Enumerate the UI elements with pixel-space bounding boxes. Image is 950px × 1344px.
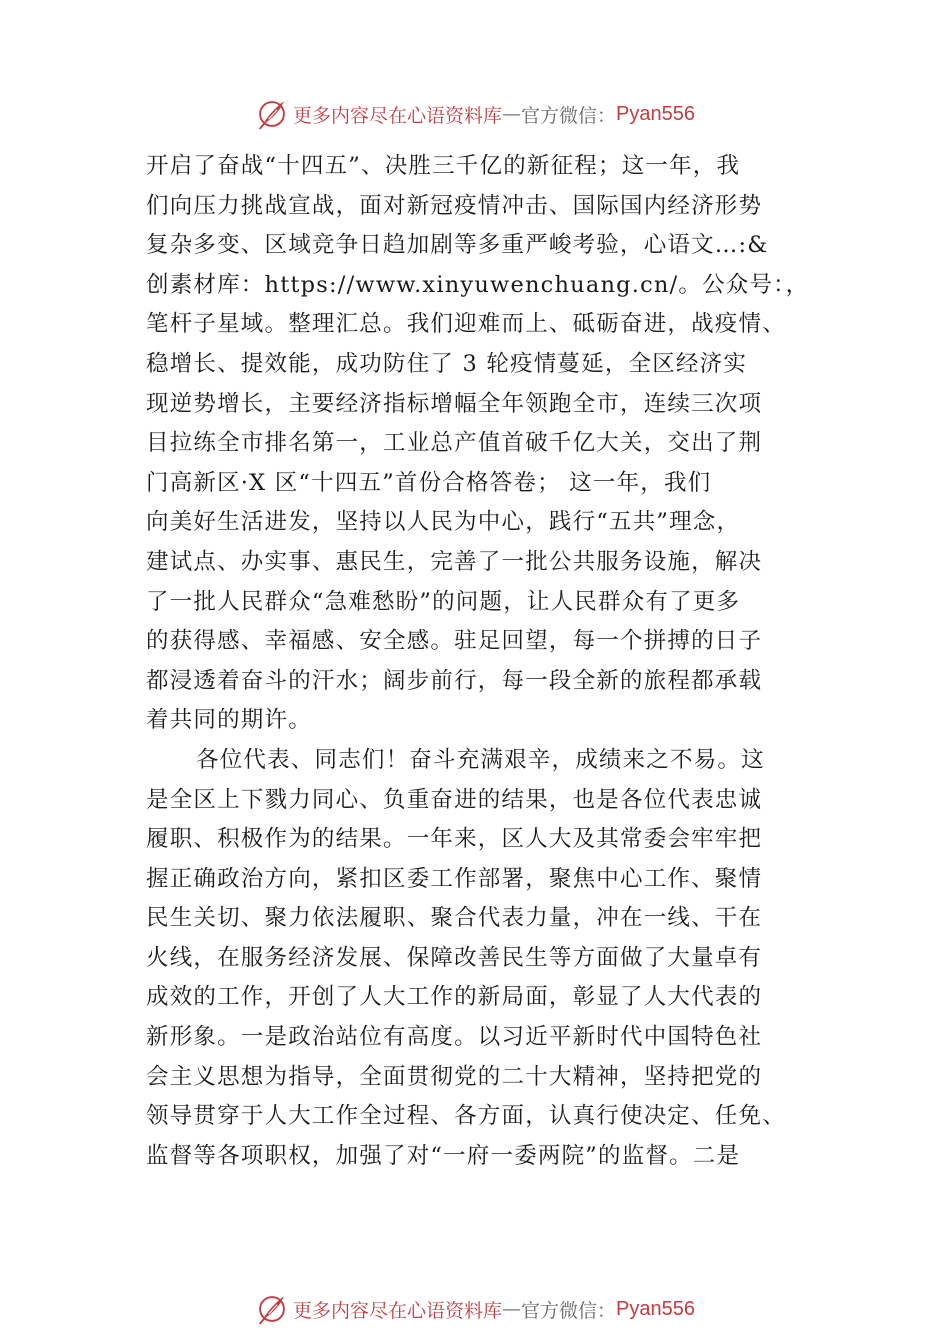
text-line: 履职、积极作为的结果。一年来，区人大及其常委会牢牢把 [146,826,763,853]
text-line: 是全区上下戮力同心、负重奋进的结果，也是各位代表忠诚 [146,786,763,813]
header-banner [0,94,950,134]
text-line: 领导贯穿于人大工作全过程、各方面，认真行使决定、任免、 [146,1103,786,1130]
text-line: 握正确政治方向，紧扣区委工作部署，聚焦中心工作、聚情 [146,865,763,892]
banner-site-name: 更多内容尽在心语资料库 [293,104,503,127]
text-line: 了一批人民群众“急难愁盼”的问题，让人民群众有了更多 [146,588,741,615]
text-line: 建试点、办实事、惠民生，完善了一批公共服务设施，解决 [146,548,763,575]
text-line: 目拉练全市排名第一，工业总产值首破千亿大关，交出了荆 [146,430,763,457]
text-line: 民生关切、聚力依法履职、聚合代表力量，冲在一线、干在 [146,905,763,932]
banner-site-name: 更多内容尽在心语资料库 [293,1299,503,1322]
text-line: 新形象。一是政治站位有高度。以习近平新时代中国特色社 [146,1024,763,1051]
text-line: 监督等各项职权，加强了对“一府一委两院”的监督。二是 [146,1142,741,1169]
text-line: 会主义思想为指导，全面贯彻党的二十大精神，坚持把党的 [146,1063,763,1090]
text-line: 都浸透着奋斗的汗水；阔步前行，每一段全新的旅程都承载 [146,667,763,694]
banner-wechat-id: Pyan556 [616,1297,695,1320]
text-line: 着共同的期许。 [146,707,312,734]
text-line: 笔杆子星域。整理汇总。我们迎难而上、砥砺奋进，战疫情、 [146,311,786,338]
banner-wechat-id: Pyan556 [616,102,695,125]
text-line: 们向压力挑战宣战，面对新冠疫情冲击、国际国内经济形势 [146,192,763,219]
banner-separator: — [502,1298,522,1320]
banner-wechat-label: 官方微信： [521,1299,617,1322]
quill-pen-logo-icon [255,1292,289,1326]
text-line: 稳增长、提效能，成功防住了 3 轮疫情蔓延，全区经济实 [146,350,748,377]
text-line: 向美好生活进发，坚持以人民为中心，践行“五共”理念， [146,509,741,536]
text-line: 的获得感、幸福感、安全感。驻足回望，每一个拼搏的日子 [146,628,763,655]
text-line: 复杂多变、区域竞争日趋加剧等多重严峻考验，心语文…:& [146,232,769,259]
footer-banner [0,1289,950,1329]
text-line: 现逆势增长，主要经济指标增幅全年领跑全市，连续三次项 [146,390,763,417]
banner-separator: — [502,103,522,125]
text-line: 门高新区·X 区“十四五”首份合格答卷； 这一年，我们 [146,469,712,496]
text-line: 成效的工作，开创了人大工作的新局面，彰显了人大代表的 [146,984,763,1011]
document-body [146,147,826,1176]
quill-pen-logo-icon [255,97,289,131]
text-line: 开启了奋战“十四五”、决胜三千亿的新征程；这一年，我 [146,153,741,179]
text-line: 创素材库：https://www.xinyuwenchuang.cn/。公众号：， [146,271,810,298]
banner-wechat-label: 官方微信： [521,104,617,127]
text-line: 火线，在服务经济发展、保障改善民生等方面做了大量卓有 [146,944,763,971]
paragraph-start-line: 各位代表、同志们！奋斗充满艰辛，成绩来之不易。这 [196,746,765,773]
